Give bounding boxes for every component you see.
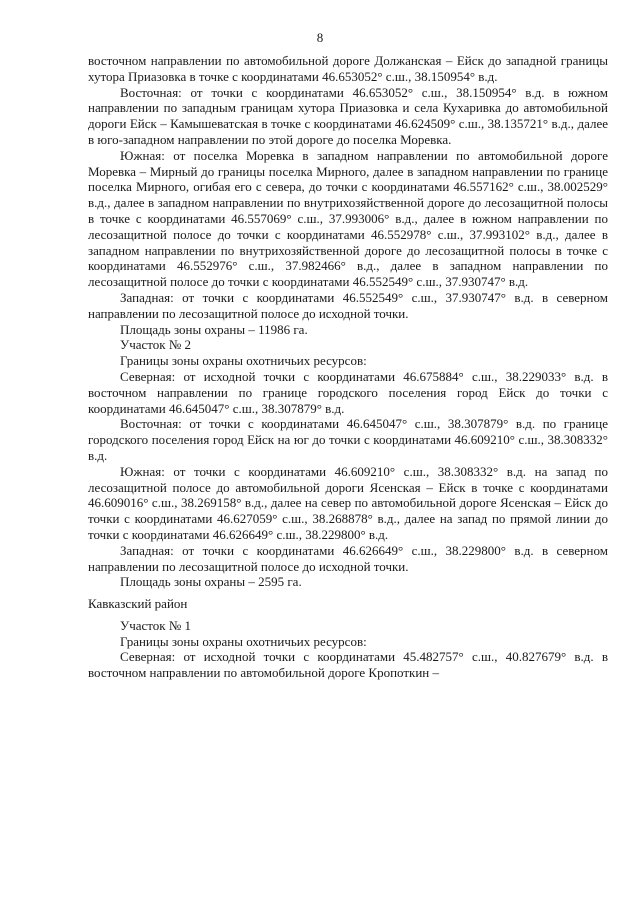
paragraph-area: Площадь зоны охраны – 11986 га. — [120, 321, 308, 337]
paragraph-west-boundary: Западная: от точки с координатами 46.552549° с.ш., 37.930747° в.д. в северном направлении по лесозащитной полосе до исходной точки. — [88, 289, 608, 321]
section-heading-plot-2: Участок № 2 — [120, 337, 192, 353]
paragraph-south-boundary: Южная: от поселка Моревка в западном направлении по автомобильной дороге Моревка – Мирный до границы поселка Мирного, далее в западном направлении по границе поселка Мирного, огибая его с севера, до точки с координатами 46.557162° с.ш., 38.002529° в.д., далее в западном направлении по внутрихозяйственной дороге до лесозащитной полосы в точке с координатами 46.557069° с.ш., 37.993006° в.д., далее в южном направлении по лесозащитной полосе до точки с координатами 46.552978° с.ш., 37.993102° в.д., далее в западном направлении по внутрихозяйственной дороге до лесозащитной полосы в точке с координатами 46.552976° с.ш., 37.982466° в.д., далее в западном направлении по лесозащитной полосе до точки с координатами 46.552549° с.ш., 37.930747° в.д. — [88, 147, 608, 290]
paragraph-south-boundary-2: Южная: от точки с координатами 46.609210° с.ш., 38.308332° в.д. на запад по лесозащитной полосе до автомобильной дороги Ясенская – Ейск в точке с координатами 46.609016° с.ш., 38.269158° в.д., далее на север по автомобильной дороге Ясенская – Ейск до точки с координатами 46.627059° с.ш., 38.268878° в.д., далее на запад по прямой линии до точки с координатами 46.626649° с.ш., 38.229800° в.д. — [88, 463, 608, 542]
paragraph-east-boundary: Восточная: от точки с координатами 46.653052° с.ш., 38.150954° в.д. в южном направлении по западным границам хутора Приазовка и села Кухаривка до автомобильной дороги Ейск – Камышеватская в точке с координатами 46.624509° с.ш., 38.135721° в.д., далее в юго-западном направлении по этой дороге до поселка Моревка. — [88, 84, 608, 147]
paragraph-boundaries-intro-2: Границы зоны охраны охотничьих ресурсов: — [120, 633, 367, 649]
paragraph-east-boundary-2: Восточная: от точки с координатами 46.645047° с.ш., 38.307879° в.д. по границе городского поселения город Ейск на юг до точки с координатами 46.609210° с.ш., 38.308332° в.д. — [88, 416, 608, 463]
district-heading: Кавказский район — [88, 596, 188, 612]
paragraph-north-boundary: Северная: от исходной точки с координатами 46.675884° с.ш., 38.229033° в.д. в восточном направлении по границе городского поселения город Ейск до точки с координатами 46.645047° с.ш., 38.307879° в.д. — [88, 368, 608, 416]
paragraph-north-boundary-3: Северная: от исходной точки с координатами 45.482757° с.ш., 40.827679° в.д. в восточном направлении по автомобильной дороге Кропоткин – — [88, 649, 608, 681]
paragraph-west-boundary-2: Западная: от точки с координатами 46.626649° с.ш., 38.229800° в.д. в северном направлении по лесозащитной полосе до исходной точки. — [88, 542, 608, 574]
section-heading-plot-1: Участок № 1 — [120, 617, 192, 633]
document-body — [88, 53, 608, 681]
page-number: 8 — [316, 30, 324, 45]
paragraph-area-2: Площадь зоны охраны – 2595 га. — [120, 574, 302, 590]
paragraph-boundaries-intro: Границы зоны охраны охотничьих ресурсов: — [120, 353, 367, 369]
paragraph-continuation: восточном направлении по автомобильной дороге Должанская – Ейск до западной границы хутора Приазовка в точке с координатами 46.653052° с.ш., 38.150954° в.д. — [88, 53, 608, 84]
